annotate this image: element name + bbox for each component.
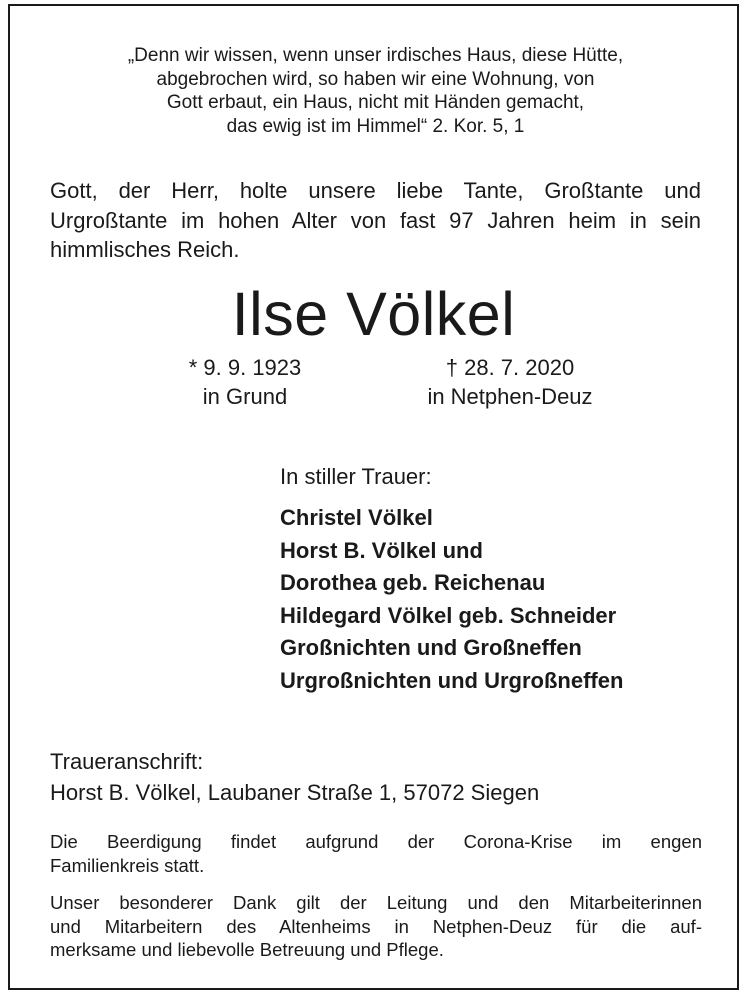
deceased-name: Ilse Völkel [231,280,516,348]
birth-date: * 9. 9. 1923 [188,355,302,380]
mourning-address [50,746,539,808]
intro-line: himmlisches Reich. [50,237,240,262]
mourner-name: Horst B. Völkel und [280,537,483,563]
mourner-name: Großnichten und Großneffen [280,635,582,660]
thanks-line: Unser besonderer Dank gilt der Leitung und den Mitarbeiterinnen [50,892,702,913]
mourners-label: In stiller Trauer: [280,464,432,489]
mourner-name: Dorothea geb. Reichenau [280,570,546,595]
thanks-notice [50,891,702,962]
birth-info [160,353,330,411]
address-label: Traueranschrift: [50,749,204,774]
death-info [400,353,620,411]
burial-line: Die Beerdigung findet aufgrund der Corona-Krise im engen [50,831,702,852]
death-date: † 28. 7. 2020 [445,355,575,380]
birth-place: in Grund [202,384,288,409]
mourner-name: Christel Völkel [280,505,433,530]
verse-line: abgebrochen wird, so haben wir eine Wohnung, von [156,68,595,90]
mourners-block [280,462,623,697]
verse-line: Gott erbaut, ein Haus, nicht mit Händen gemacht, [166,92,585,113]
intro-line: Gott, der Herr, holte unsere liebe Tante, Großtante und [50,178,701,203]
mourners-list [280,502,623,697]
address-value: Horst B. Völkel, Laubaner Straße 1, 57072 Siegen [50,780,540,805]
intro-text [50,176,701,265]
thanks-line: und Mitarbeitern des Altenheims in Netphen-Deuz für die auf- [50,915,702,937]
burial-notice [50,830,702,877]
obituary-notice [8,4,739,990]
burial-line: Familienkreis statt. [50,854,205,876]
verse-line: das ewig ist im Himmel“ 2. Kor. 5, 1 [226,115,525,137]
mourner-name: Hildegard Völkel geb. Schneider [280,602,617,628]
bible-verse [70,44,681,138]
mourner-name: Urgroßnichten und Urgroßneffen [280,667,624,693]
thanks-line: merksame und liebevolle Betreuung und Pflege. [50,939,444,960]
intro-line: Urgroßtante im hohen Alter von fast 97 Jahren heim in sein [50,207,701,233]
death-place: in Netphen-Deuz [427,384,593,409]
verse-line: „Denn wir wissen, wenn unser irdisches Haus, diese Hütte, [127,45,624,66]
